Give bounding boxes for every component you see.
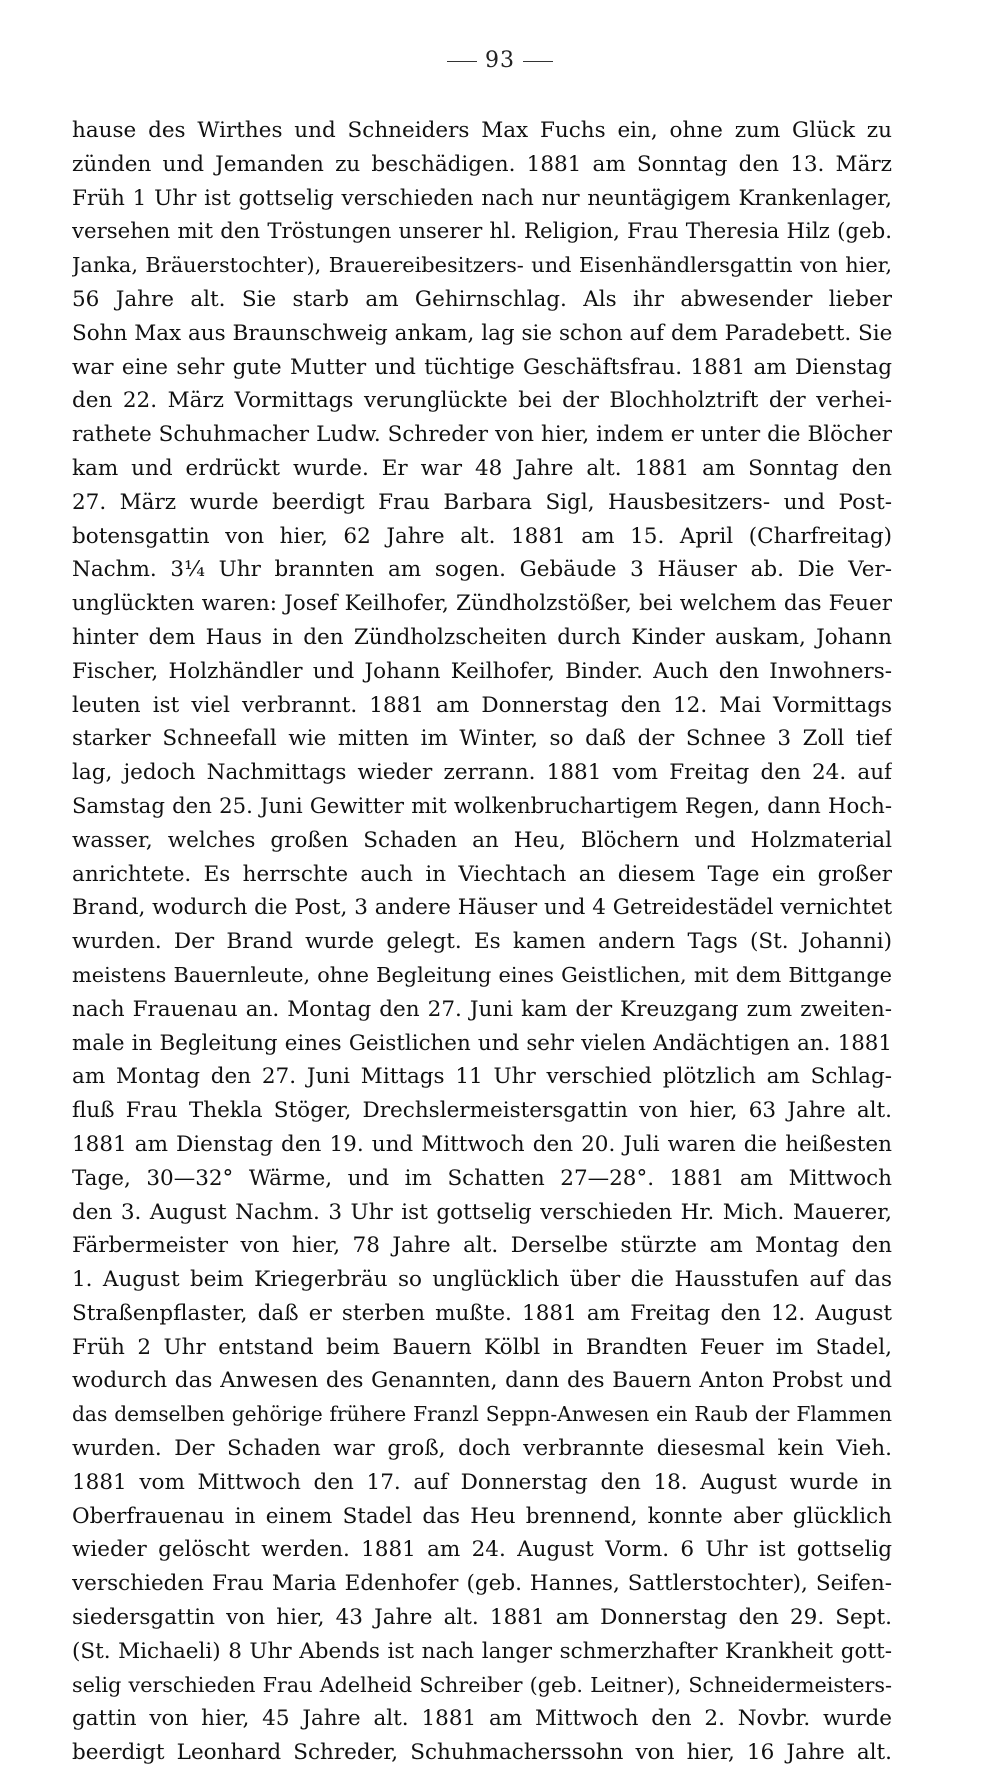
text-line: male in Begleitung eines Geistlichen und sehr vielen Andächtigen an. 1881	[72, 1030, 892, 1056]
text-line: Samstag den 25. Juni Gewitter mit wolkenbruchartigem Regen, dann Hoch-	[72, 793, 892, 819]
text-line: wieder gelöscht werden. 1881 am 24. August Vorm. 6 Uhr ist gottselig	[72, 1537, 892, 1563]
text-line: 1881 vom Mittwoch den 17. auf Donnerstag den 18. August wurde in	[72, 1469, 892, 1495]
text-line: Nachm. 3¼ Uhr brannten am sogen. Gebäude 3 Häuser ab. Die Ver-	[72, 557, 892, 583]
text-line: 56 Jahre alt. Sie starb am Gehirnschlag. Als ihr abwesender lieber	[72, 286, 892, 312]
text-line: siedersgattin von hier, 43 Jahre alt. 1881 am Donnerstag den 29. Sept.	[72, 1605, 892, 1631]
text-line: wurden. Der Brand wurde gelegt. Es kamen andern Tags (St. Johanni)	[72, 929, 892, 955]
text-line: unglückten waren: Josef Keilhofer, Zündholzstößer, bei welchem das Feuer	[72, 591, 892, 617]
text-line: wurden. Der Schaden war groß, doch verbrannte diesesmal kein Vieh.	[72, 1436, 892, 1462]
text-line: Früh 1 Uhr ist gottselig verschieden nach nur neuntägigem Krankenlager,	[72, 185, 892, 211]
text-line: 27. März wurde beerdigt Frau Barbara Sigl, Hausbesitzers- und Post-	[72, 489, 892, 515]
text-line: Straßenpflaster, daß er sterben mußte. 1881 am Freitag den 12. August	[72, 1300, 892, 1326]
text-line: beerdigt Leonhard Schreder, Schuhmacherssohn von hier, 16 Jahre alt.	[72, 1740, 892, 1766]
text-line: Tage, 30—32° Wärme, und im Schatten 27—28°. 1881 am Mittwoch	[72, 1165, 892, 1191]
text-line: den 22. März Vormittags verunglückte bei der Blochholztrift der verhei-	[72, 388, 892, 414]
text-line: am Montag den 27. Juni Mittags 11 Uhr verschied plötzlich am Schlag-	[72, 1064, 892, 1090]
text-line: den 3. August Nachm. 3 Uhr ist gottselig verschieden Hr. Mich. Mauerer,	[72, 1199, 892, 1225]
text-line: Brand, wodurch die Post, 3 andere Häuser und 4 Getreidestädel vernichtet	[72, 895, 892, 921]
text-line: zünden und Jemanden zu beschädigen. 1881 am Sonntag den 13. März	[72, 151, 892, 177]
text-line: kam und erdrückt wurde. Er war 48 Jahre alt. 1881 am Sonntag den	[72, 455, 892, 481]
page-number-dash-right	[523, 61, 553, 62]
text-line: leuten ist viel verbrannt. 1881 am Donnerstag den 12. Mai Vormittags	[72, 692, 892, 718]
page-number-text: 93	[485, 48, 515, 73]
text-line: starker Schneefall wie mitten im Winter, so daß der Schnee 3 Zoll tief	[72, 726, 892, 752]
text-line: verschieden Frau Maria Edenhofer (geb. Hannes, Sattlerstochter), Seifen-	[72, 1571, 892, 1597]
text-line: hinter dem Haus in den Zündholzscheiten durch Kinder auskam, Johann	[72, 624, 892, 650]
text-line: Janka, Bräuerstochter), Brauereibesitzers- und Eisenhändlersgattin von hier,	[72, 253, 892, 278]
text-line: anrichtete. Es herrschte auch in Viechtach an diesem Tage ein großer	[72, 861, 892, 887]
text-line: war eine sehr gute Mutter und tüchtige Geschäftsfrau. 1881 am Dienstag	[72, 354, 892, 380]
text-line: Sohn Max aus Braunschweig ankam, lag sie schon auf dem Paradebett. Sie	[72, 320, 892, 346]
text-line: wodurch das Anwesen des Genannten, dann des Bauern Anton Probst und	[72, 1368, 892, 1394]
body-text	[72, 114, 892, 1770]
text-line: Färbermeister von hier, 78 Jahre alt. Derselbe stürzte am Montag den	[72, 1233, 892, 1259]
text-line: selig verschieden Frau Adelheid Schreiber (geb. Leitner), Schneidermeisters-	[72, 1672, 892, 1697]
text-line: botensgattin von hier, 62 Jahre alt. 1881 am 15. April (Charfreitag)	[72, 523, 892, 549]
text-line: Oberfrauenau in einem Stadel das Heu brennend, konnte aber glücklich	[72, 1503, 892, 1529]
text-line: rathete Schuhmacher Ludw. Schreder von hier, indem er unter die Blöcher	[72, 422, 892, 448]
text-line: meistens Bauernleute, ohne Begleitung eines Geistlichen, mit dem Bittgange	[72, 962, 892, 987]
text-line: Früh 2 Uhr entstand beim Bauern Kölbl in Brandten Feuer im Stadel,	[72, 1334, 892, 1360]
text-line: fluß Frau Thekla Stöger, Drechslermeistersgattin von hier, 63 Jahre alt.	[72, 1098, 892, 1124]
text-line: lag, jedoch Nachmittags wieder zerrann. 1881 vom Freitag den 24. auf	[72, 760, 892, 786]
text-line: versehen mit den Tröstungen unserer hl. Religion, Frau Theresia Hilz (geb.	[72, 219, 892, 245]
text-line: 1. August beim Kriegerbräu so unglücklich über die Hausstufen auf das	[72, 1267, 892, 1293]
text-line: Fischer, Holzhändler und Johann Keilhofer, Binder. Auch den Inwohners-	[72, 658, 892, 684]
text-line: das demselben gehörige frühere Franzl Seppn-Anwesen ein Raub der Flammen	[72, 1402, 892, 1427]
text-line: hause des Wirthes und Schneiders Max Fuchs ein, ohne zum Glück zu	[72, 118, 892, 143]
page-number-dash-left	[447, 61, 477, 62]
text-line: gattin von hier, 45 Jahre alt. 1881 am Mittwoch den 2. Novbr. wurde	[72, 1706, 892, 1732]
text-line: wasser, welches großen Schaden an Heu, Blöchern und Holzmaterial	[72, 827, 892, 853]
page-number	[0, 48, 1000, 73]
text-line: nach Frauenau an. Montag den 27. Juni kam der Kreuzgang zum zweiten-	[72, 996, 892, 1022]
text-line: 1881 am Dienstag den 19. und Mittwoch den 20. Juli waren die heißesten	[72, 1131, 892, 1157]
text-line: (St. Michaeli) 8 Uhr Abends ist nach langer schmerzhafter Krankheit gott-	[72, 1638, 892, 1664]
